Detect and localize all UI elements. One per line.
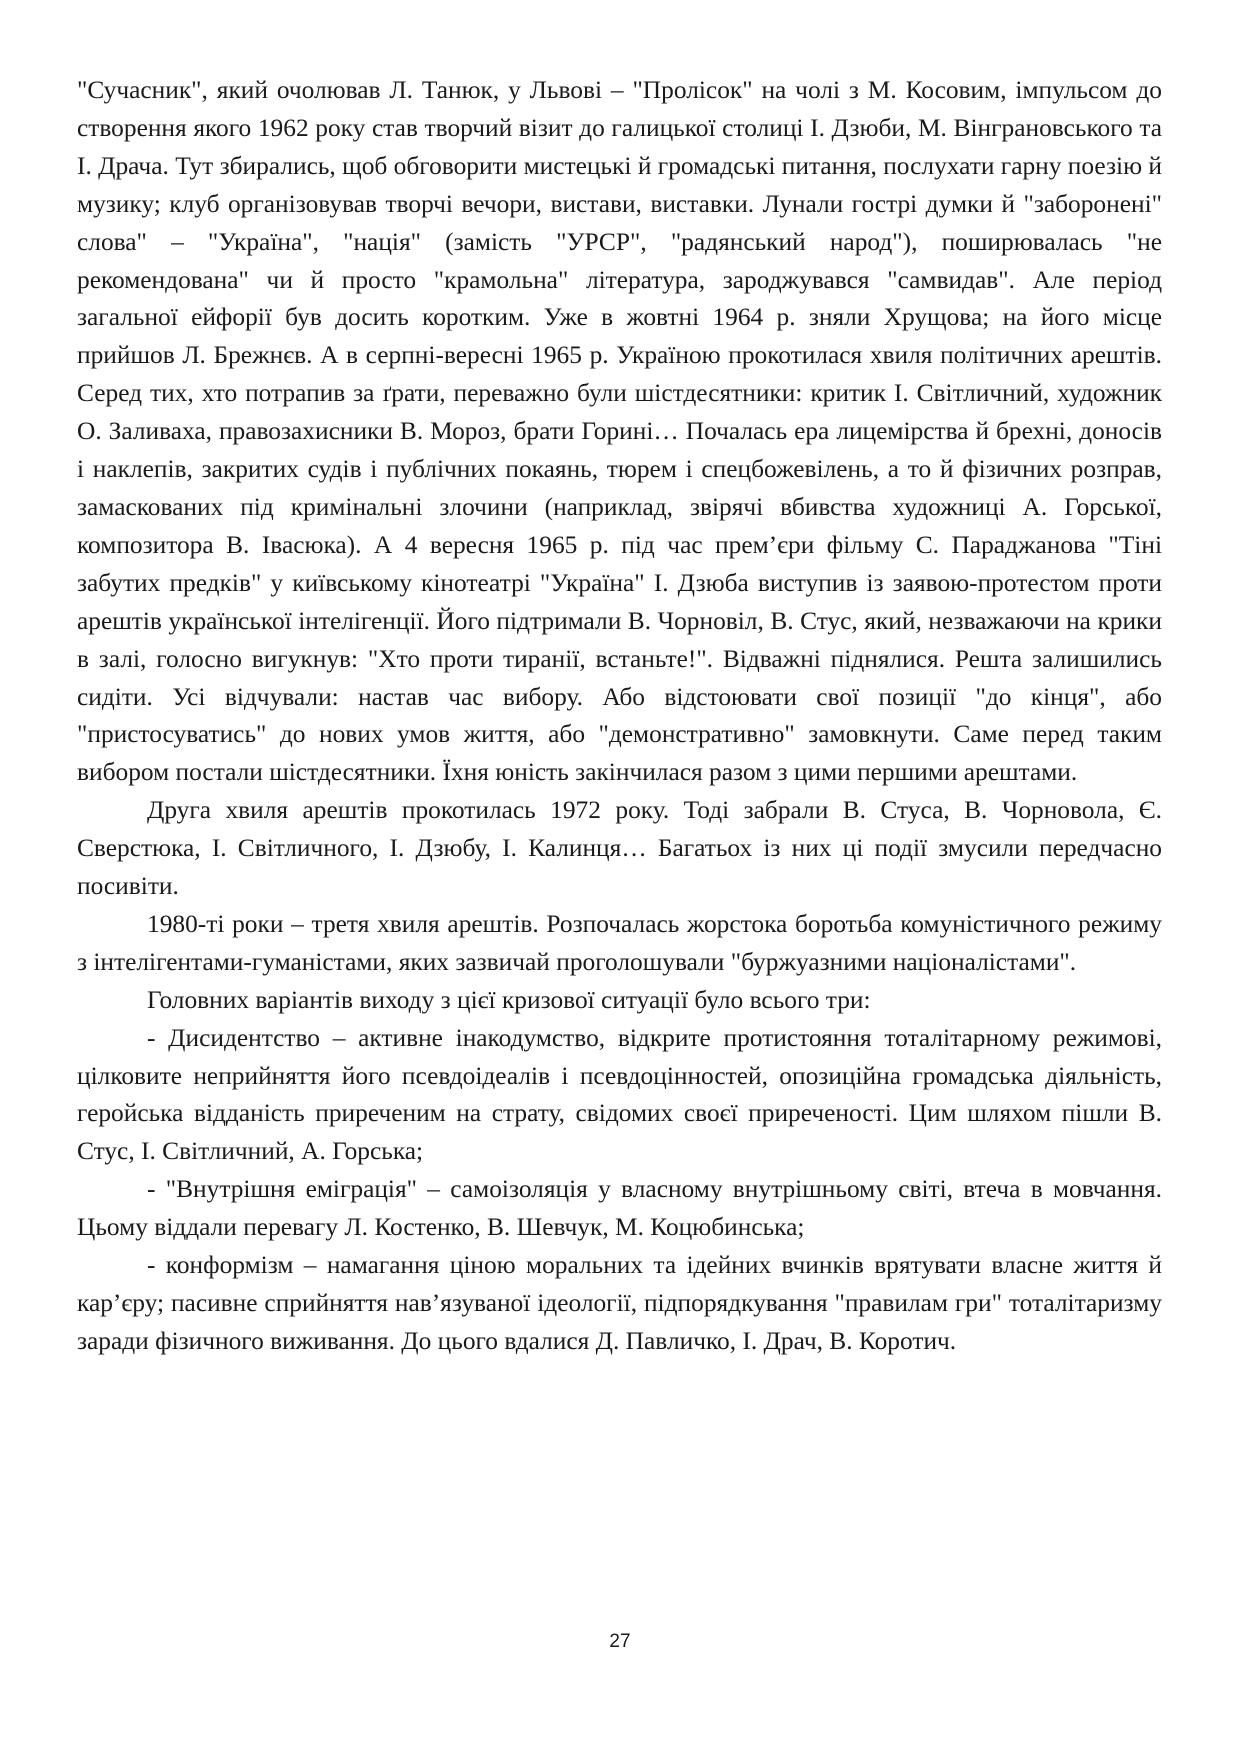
paragraph-third-wave: 1980-ті роки – третя хвиля арештів. Розпочалась жорстока боротьба комуністичного режиму з інтелігентами-гуманістами, яких зазвичай проголошували "буржуазними націоналістами". [77, 909, 1162, 976]
paragraph-conformism: - конформізм – намагання ціною моральних та ідейних вчинків врятувати власне життя й кар’єру; пасивне сприйняття нав’язуваної ідеології, підпорядкування "правилам гри" тоталітаризму заради фізичного виживання. До цього вдалися Д. Павличко, І. Драч, В. Коротич. [77, 1251, 1162, 1355]
paragraph-dissidence: - Дисидентство – активне інакодумство, відкрите протистояння тоталітарному режимові, цілковите неприйняття його псевдоідеалів і псевдоцінностей, опозиційна громадська діяльність, геройська відданість приреченим на страту, свідомих своєї приреченості. Цим шляхом пішли В. Стус, І. Світличний, А. Горська; [77, 1023, 1162, 1166]
paragraph-options-intro: Головних варіантів виходу з цієї кризової ситуації було всього три: [147, 985, 871, 1014]
page-number: 27 [609, 1631, 631, 1652]
paragraph-second-wave: Друга хвиля арештів прокотилась 1972 року. Тоді забрали В. Стуса, В. Чорновола, Є. Сверстюка, І. Світличного, І. Дзюбу, І. Калинця… Багатьох із них ці події змусили передчасно посивіти. [77, 796, 1162, 901]
page-body [77, 72, 1162, 1361]
paragraph-continuation: "Сучасник", який очолював Л. Танюк, у Львові – "Пролісок" на чолі з М. Косовим, імпульсом до створення якого 1962 року став творчий візит до галицької столиці І. Дзюби, М. Вінграновського та І. Драча. Тут збирались, щоб обговорити мистецькі й громадські питання, послухати гарну поезію й музику; клуб організовував творчі вечори, вистави, виставки. Лунали гострі думки й "заборонені" слова" – "Україна", "нація" (замість "УРСР", "радянський народ"), поширювалась "не рекомендована" чи й просто "крамольна" література, зароджувався "самвидав". Але період загальної ейфорії був досить коротким. Уже в жовтні 1964 р. зняли Хрущова; на його місце прийшов Л. Брежнєв. А в серпні-вересні 1965 р. Україною прокотилася хвиля політичних арештів. Серед тих, хто потрапив за ґрати, переважно були шістдесятники: критик І. Світличний, художник О. Заливаха, правозахисники В. Мороз, брати Горині… Почалась ера лицемірства й брехні, доносів і наклепів, закритих судів і публічних покаянь, тюрем і спецбожевілень, а то й фізичних розправ, замаскованих під кримінальні злочини (наприклад, звірячі вбивства художниці А. Горської, композитора В. Івасюка). А 4 вересня 1965 р. під час прем’єри фільму С. Параджанова "Тіні забутих предків" у київському кінотеатрі "Україна" І. Дзюба виступив із заявою-протестом проти арештів української інтелігенції. Його підтримали В. Чорновіл, В. Стус, який, незважаючи на крики в залі, голосно вигукнув: "Хто проти тиранії, встаньте!". Відважні піднялися. Решта залишились сидіти. Усі відчували: настав час вибору. Або відстоювати свої позиції "до кінця", або "пристосуватись" до нових умов життя, або "демонстративно" замовкнути. Саме перед таким вибором постали шістдесятники. Їхня юність закінчилася разом з цими першими арештами. [77, 76, 1162, 787]
paragraph-internal-emigration: - "Внутрішня еміграція" – самоізоляція у власному внутрішньому світі, втеча в мовчання. Цьому віддали перевагу Л. Костенко, В. Шевчук, М. Коцюбинська; [77, 1175, 1162, 1242]
